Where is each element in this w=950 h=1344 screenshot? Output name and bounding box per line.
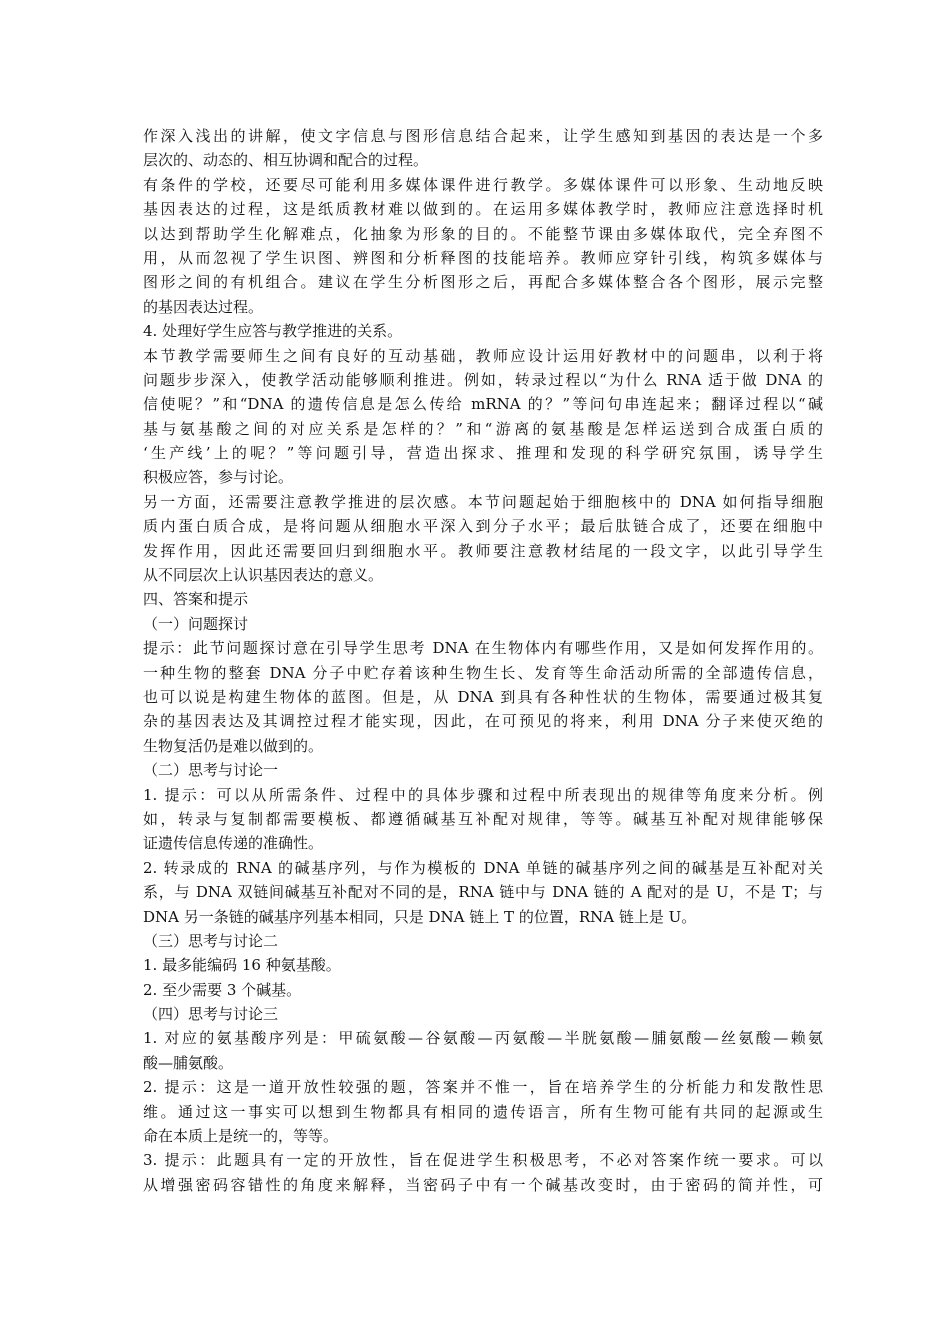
text-line: 另一方面，还需要注意教学推进的层次感。本节问题起始于细胞核中的 DNA 如何指导细胞: [143, 492, 823, 511]
text-line: 命在本质上是统一的，等等。: [143, 1127, 339, 1146]
text-line: 1. 对应的氨基酸序列是：甲硫氨酸—谷氨酸—丙氨酸—半胱氨酸—脯氨酸—丝氨酸—赖氨: [143, 1029, 823, 1048]
text-line: 发挥作用，因此还需要回归到细胞水平。教师要注意教材结尾的一段文字，以此引导学生: [143, 541, 823, 560]
text-line: 用，从而忽视了学生识图、辨图和分析释图的技能培养。教师应穿针引线，构筑多媒体与: [143, 248, 823, 267]
text-line: 如，转录与复制都需要模板、都遵循碱基互补配对规律，等等。碱基互补配对规律能够保: [143, 809, 823, 828]
text-line: 以达到帮助学生化解难点，化抽象为形象的目的。不能整节课由多媒体取代，完全弃图不: [143, 224, 823, 243]
text-line: 2. 提示：这是一道开放性较强的题，答案并不惟一，旨在培养学生的分析能力和发散性思: [143, 1078, 823, 1097]
text-line: 问题步步深入，使教学活动能够顺利推进。例如，转录过程以“为什么 RNA 适于做 DNA 的: [143, 370, 823, 389]
text-line: 3. 提示：此题具有一定的开放性，旨在促进学生积极思考，不必对答案作统一要求。可以: [143, 1151, 823, 1170]
text-line: 从增强密码容错性的角度来解释，当密码子中有一个碱基改变时，由于密码的简并性，可: [143, 1175, 823, 1194]
text-line: 2. 至少需要 3 个碱基。: [143, 980, 302, 999]
text-line: 杂的基因表达及其调控过程才能实现，因此，在可预见的将来，利用 DNA 分子来使灭绝的: [143, 712, 823, 731]
text-line: 4. 处理好学生应答与教学推进的关系。: [143, 322, 403, 341]
text-line: DNA 另一条链的碱基序列基本相同，只是 DNA 链上 T 的位置，RNA 链上是 U。: [143, 907, 697, 926]
text-line: 作深入浅出的讲解，使文字信息与图形信息结合起来，让学生感知到基因的表达是一个多: [143, 127, 823, 145]
text-line: 本节教学需要师生之间有良好的互动基础，教师应设计运用好教材中的问题串，以利于将: [143, 346, 823, 365]
text-line: 1. 最多能编码 16 种氨基酸。: [143, 956, 341, 975]
text-line: 也可以说是构建生物体的蓝图。但是，从 DNA 到具有各种性状的生物体，需要通过极其复: [143, 687, 823, 706]
text-line: 证遗传信息传递的准确性。: [143, 834, 324, 853]
text-line: 的基因表达过程。: [143, 297, 264, 316]
text-line: 系，与 DNA 双链间碱基互补配对不同的是，RNA 链中与 DNA 链的 A 配对的是 U，不是 T；与: [143, 883, 823, 902]
text-line: 图形之间的有机组合。建议在学生分析图形之后，再配合多媒体整合各个图形，展示完整: [143, 273, 823, 292]
text-line: （二）思考与讨论一: [143, 761, 279, 780]
text-line: 酸—脯氨酸。: [143, 1053, 234, 1072]
text-line: 生物复活仍是难以做到的。: [143, 736, 324, 755]
text-line: 一种生物的整套 DNA 分子中贮存着该种生物生长、发育等生命活动所需的全部遗传信息，: [143, 663, 823, 682]
text-line: 2. 转录成的 RNA 的碱基序列，与作为模板的 DNA 单链的碱基序列之间的碱基是互补配对关: [143, 858, 823, 877]
text-line: （三）思考与讨论二: [143, 931, 279, 950]
text-line: （四）思考与讨论三: [143, 1005, 279, 1024]
text-line: 信使呢？”和“DNA 的遗传信息是怎么传给 mRNA 的？”等问句串连起来；翻译过程以“碱: [143, 395, 823, 414]
text-line: ‘生产线’上的呢？”等问题引导，营造出探求、推理和发现的科学研究氛围，诱导学生: [143, 444, 823, 463]
text-line: 基因表达的过程，这是纸质教材难以做到的。在运用多媒体教学时，教师应注意选择时机: [143, 200, 823, 219]
text-line: 维。通过这一事实可以想到生物都具有相同的遗传语言，所有生物可能有共同的起源或生: [143, 1102, 823, 1121]
text-line: 质内蛋白质合成，是将问题从细胞水平深入到分子水平；最后肽链合成了，还要在细胞中: [143, 517, 823, 536]
text-line: 基与氨基酸之间的对应关系是怎样的？”和“游离的氨基酸是怎样运送到合成蛋白质的: [143, 419, 823, 438]
document-page: [143, 124, 823, 1197]
text-line: 提示：此节问题探讨意在引导学生思考 DNA 在生物体内有哪些作用，又是如何发挥作用的。: [143, 639, 823, 658]
text-line: 从不同层次上认识基因表达的意义。: [143, 566, 384, 585]
text-line: 四、答案和提示: [143, 590, 249, 609]
text-line: 积极应答，参与讨论。: [143, 468, 294, 487]
text-line: 层次的、动态的、相互协调和配合的过程。: [143, 151, 429, 170]
text-line: （一）问题探讨: [143, 614, 249, 633]
text-line: 有条件的学校，还要尽可能利用多媒体课件进行教学。多媒体课件可以形象、生动地反映: [143, 175, 823, 194]
text-line: 1. 提示：可以从所需条件、过程中的具体步骤和过程中所表现出的规律等角度来分析。例: [143, 785, 823, 804]
